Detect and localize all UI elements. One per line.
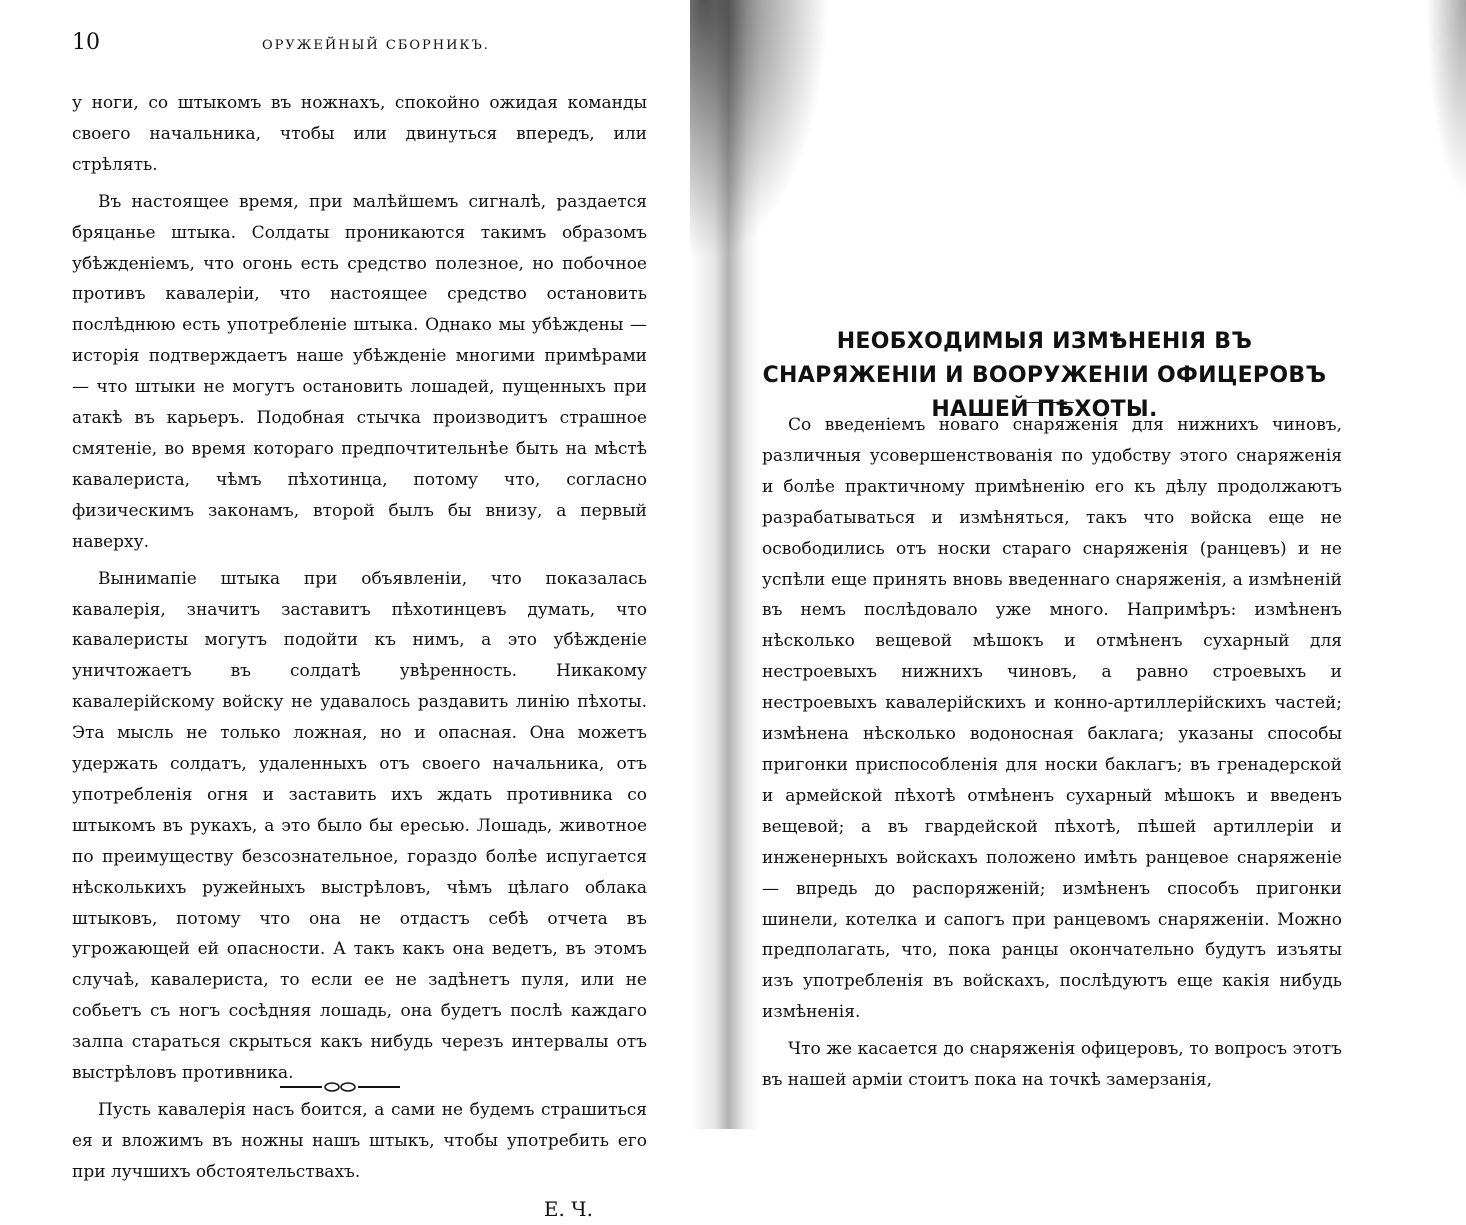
- author-signature: Е. Ч.: [543, 1196, 593, 1221]
- paragraph: у ноги, со штыкомъ въ ножнахъ, спокойно ожидая команды своего начальника, чтобы или двинуться впередъ, или стрѣлять.: [72, 93, 647, 175]
- article-title: НЕОБХОДИМЫЯ ИЗМѢНЕНІЯ ВЪ СНАРЯЖЕНІИ И ВООРУЖЕНІИ ОФИЦЕРОВЪ НАШЕЙ ПѢХОТЫ.: [762, 329, 1327, 422]
- page-header: [72, 30, 652, 70]
- paragraph: Пусть кавалерія насъ боится, а сами не будемъ страшиться ея и вложимъ въ ножны нашъ штыкъ, чтобы употребить его при лучшихъ обстоятельствахъ.: [72, 1100, 647, 1182]
- paragraph: Со введеніемъ новаго снаряженія для нижнихъ чиновъ, различныя усовершенствованія по удобству этого снаряженія и болѣе практичному примѣненію его къ дѣлу продолжаютъ разрабатываться и измѣняться, такъ что войска еще не освободились отъ носки стараго снаряженія (ранцевъ) и не успѣли еще принять вновь введеннаго снаряженія, а измѣненій въ немъ послѣдовало уже много. Напримѣръ: измѣненъ нѣсколько вещевой мѣшокъ и отмѣненъ сухарный для нестроевыхъ нижнихъ чиновъ, а равно строевыхъ и нестроевыхъ кавалерійскихъ и конно-артиллерійскихъ частей; измѣнена нѣсколько водоносная баклага; указаны способы пригонки приспособленія для носки баклагъ; въ гренадерской и армейской пѣхотѣ отмѣненъ сухарный мѣшокъ и введенъ вещевой; а въ гвардейской пѣхотѣ, пѣшей артиллеріи и инженерныхъ войскахъ положено имѣть ранцевое снаряженіе — впредь до распоряженій; измѣненъ способъ пригонки шинели, котелка и сапогъ при ранцевомъ снаряженіи. Можно предполагать, что, пока ранцы окончательно будутъ изъяты изъ употребленія въ войскахъ, послѣдуютъ еще какія нибудь измѣненія.: [762, 415, 1342, 1023]
- right-body-text: [762, 410, 1342, 1102]
- signature-line: [72, 1194, 647, 1225]
- left-body-text: [72, 88, 647, 1225]
- running-title: ОРУЖЕЙНЫЙ СБОРНИКЪ.: [262, 38, 490, 53]
- paragraph: Въ настоящее время, при малѣйшемъ сигналѣ, раздается бряцанье штыка. Солдаты проникаются такимъ образомъ убѣжденіемъ, что огонь есть средство полезное, но побочное противъ кавалеріи, что настоящее средство остановить послѣднюю есть употребленіе штыка. Однако мы убѣждены — исторія подтверждаетъ наше убѣжденіе многими примѣрами — что штыки не могутъ остановить лошадей, пущенныхъ при атакѣ въ карьеръ. Подобная стычка производитъ страшное смятеніе, во время котораго предпочтительнѣе быть на мѣстѣ кавалериста, чѣмъ пѣхотинца, потому что, согласно физическимъ законамъ, второй былъ бы внизу, а первый наверху.: [72, 191, 647, 552]
- page-number: 10: [72, 30, 100, 55]
- paragraph: Вынимапіе штыка при объявленіи, что показалась кавалерія, значитъ заставитъ пѣхотинцевъ думать, что кавалеристы могутъ подойти къ нимъ, а это убѣжденіе уничтожаетъ въ солдатѣ увѣренность. Никакому кавалерійскому войску не удавалось раздавить линію пѣхоты. Эта мысль не только ложная, но и опасная. Она можетъ удержать солдатъ, удаленныхъ отъ своего начальника, отъ употребленія огня и заставить ихъ ждать противника со штыкомъ въ рукахъ, а это было бы ересью. Лошадь, животное по преимуществу безсознательное, гораздо болѣе испугается нѣсколькихъ ружейныхъ выстрѣловъ, чѣмъ цѣлаго облака штыковъ, потому что она не отдастъ себѣ отчета въ угрожающей ей опасности. А такъ какъ она ведетъ, въ этомъ случаѣ, кавалериста, то если ее не задѣнетъ пуля, или не собьетъ съ ногъ сосѣдняя лошадь, она будетъ послѣ каждаго залпа стараться скрыться какъ нибудь черезъ интервалы отъ выстрѣловъ противника.: [72, 568, 647, 1084]
- left-page: [0, 0, 700, 1221]
- scan-edge-shadow: [1426, 0, 1466, 200]
- scan-shadow: [690, 0, 830, 260]
- paragraph: Что же касается до снаряженія офицеровъ, то вопросъ этотъ въ нашей арміи стоитъ пока на точкѣ замерзанія,: [762, 1039, 1342, 1091]
- end-ornament-icon: [280, 1080, 400, 1094]
- title-rule: [1022, 402, 1074, 403]
